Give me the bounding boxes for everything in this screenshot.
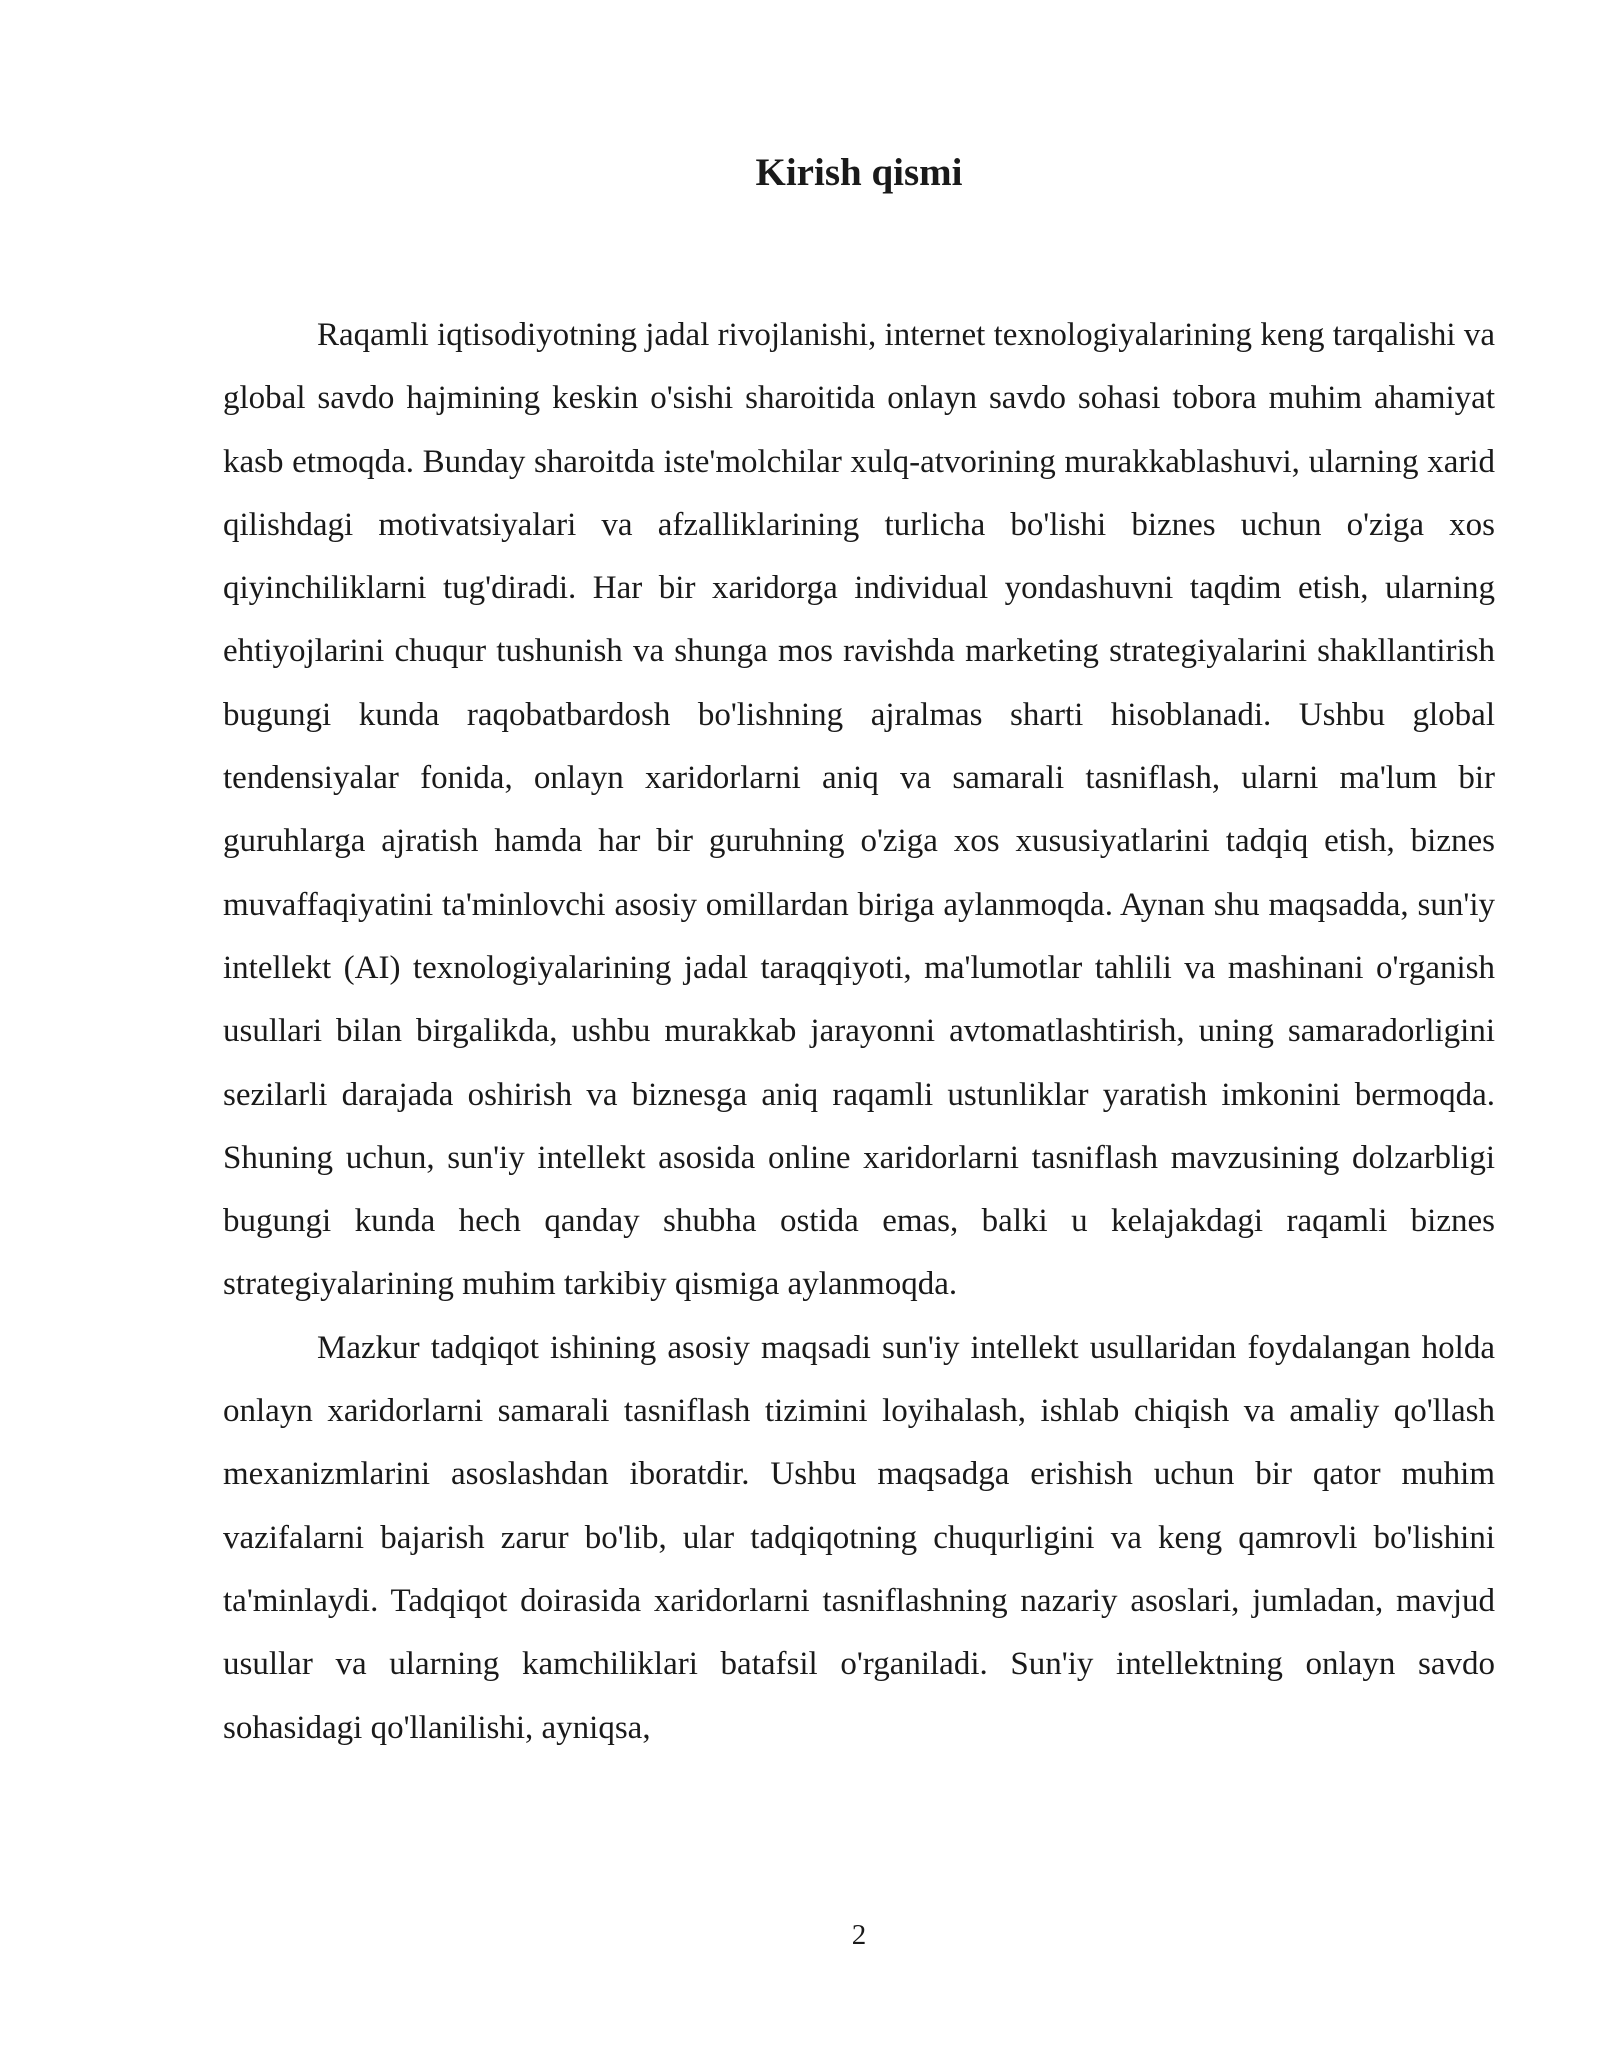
paragraph-purpose: Mazkur tadqiqot ishining asosiy maqsadi sun'iy intellekt usullaridan foydalangan holda onlayn xaridorlarni samarali tasniflash tizimini loyihalash, ishlab chiqish va amaliy qo'llash mexanizmlarini asoslashdan iboratdir. Ushbu maqsadga erishish uchun bir qator muhim vazifalarni bajarish zarur bo'lib, ular tadqiqotning chuqurligini va keng qamrovli bo'lishini ta'minlaydi. Tadqiqot doirasida xaridorlarni tasniflashning nazariy asoslari, jumladan, mavjud usullar va ularning kamchiliklari batafsil o'rganiladi. Sun'iy intellektning onlayn savdo sohasidagi qo'llanilishi, ayniqsa, [223, 1329, 1495, 1746]
paragraph-intro: Raqamli iqtisodiyotning jadal rivojlanishi, internet texnologiyalarining keng tarqalishi va global savdo hajmining keskin o'sishi sharoitida onlayn savdo sohasi tobora muhim ahamiyat kasb etmoqda. Bunday sharoitda iste'molchilar xulq-atvorining murakkablashuvi, ularning xarid qilishdagi motivatsiyalari va afzalliklarining turlicha bo'lishi biznes uchun o'ziga xos qiyinchiliklarni tug'diradi. Har bir xaridorga individual yondashuvni taqdim etish, ularning ehtiyojlarini chuqur tushunish va shunga mos ravishda marketing strategiyalarini shakllantirish bugungi kunda raqobatbardosh bo'lishning ajralmas sharti hisoblanadi. Ushbu global tendensiyalar fonida, onlayn xaridorlarni aniq va samarali tasniflash, ularni ma'lum bir guruhlarga ajratish hamda har bir guruhning o'ziga xos xususiyatlarini tadqiq etish, biznes muvaffaqiyatini ta'minlovchi asosiy omillardan biriga aylanmoqda. Aynan shu maqsadda, sun'iy intellekt (AI) texnologiyalarining jadal taraqqiyoti, ma'lumotlar tahlili va mashinani o'rganish usullari bilan birgalikda, ushbu murakkab jarayonni avtomatlashtirish, uning samaradorligini sezilarli darajada oshirish va biznesga aniq raqamli ustunliklar yaratish imkonini bermoqda. Shuning uchun, sun'iy intellekt asosida online xaridorlarni tasniflash mavzusining dolzarbligi bugungi kunda hech qanday shubha ostida emas, balki u kelajakdagi raqamli biznes strategiyalarining muhim tarkibiy qismiga aylanmoqda. [223, 317, 1495, 1303]
page-number: 2 [851, 1919, 867, 1951]
page-title: Kirish qismi [755, 151, 963, 194]
body-text [223, 304, 1495, 1760]
